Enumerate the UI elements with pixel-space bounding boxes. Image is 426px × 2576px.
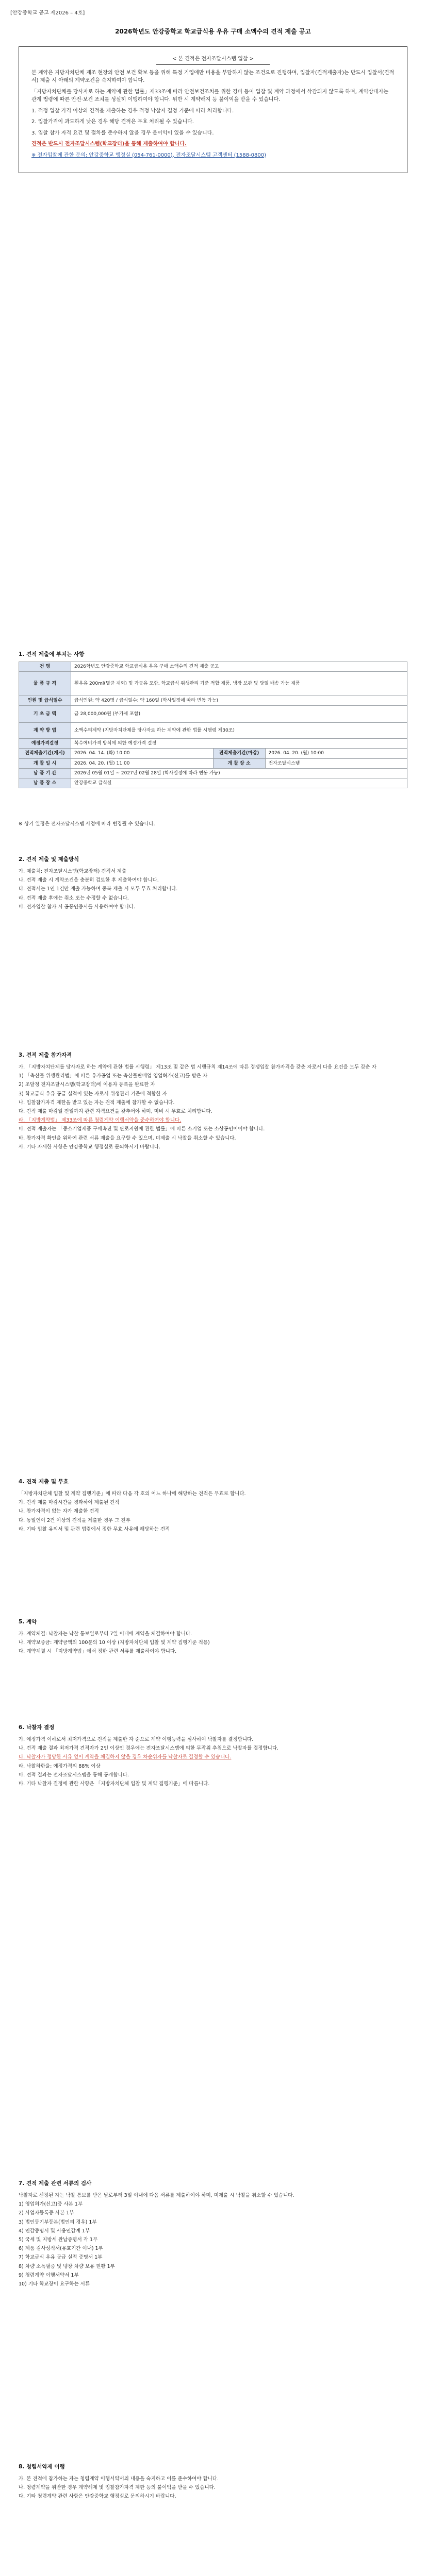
section-2-heading: 2. 견적 제출 및 제출방식	[19, 856, 79, 862]
contract-notice-box	[19, 46, 407, 173]
row-value: 금 28,000,000원 (부가세 포함)	[71, 706, 407, 723]
list-item: 가. 견적 제출 마감시간을 경과하여 제출된 견적	[19, 1500, 120, 1506]
row-label: 인원 및 급식일수	[19, 696, 71, 706]
list-item: 1) 영업허가(신고)증 사본 1부	[19, 2201, 83, 2208]
list-item: 다. 낙찰자가 정당한 사유 없이 계약을 체결하지 않을 경우 차순위자를 낙찰자로 결정할 수 있습니다.	[19, 1754, 232, 1760]
section-6-body	[19, 1735, 407, 1789]
row-value: 급식인원: 약 420명 / 급식일수: 약 160일 (학사일정에 따라 변동 가능)	[71, 696, 407, 706]
list-item: 가. 본 견적에 참가하는 자는 청렴계약 이행서약서의 내용을 숙지하고 이를 준수하여야 합니다.	[19, 2476, 219, 2482]
list-item: 3) 학교급식 우유 공급 실적이 있는 자로서 위생관리 기준에 적합한 자	[19, 1091, 167, 1097]
schedule-value: 2026. 04. 20. (월) 11:00	[71, 758, 214, 768]
list-item: 8) 차량 소독필증 및 냉장 차량 보유 현황 1부	[19, 2263, 115, 2269]
list-item: 다. 계약체결 시 「지방계약법」에서 정한 관련 서류를 제출하여야 합니다.	[19, 1649, 177, 1655]
list-item: 가. 제출처: 전자조달시스템(학교장터) 견적서 제출	[19, 869, 127, 874]
list-item: 3) 법인등기부등본(법인의 경우) 1부	[19, 2219, 97, 2225]
section-2-body	[19, 867, 407, 912]
list-item: 나. 참가자격이 없는 자가 제출한 견적	[19, 1509, 99, 1515]
list-item: 다. 기타 청렴계약 관련 사항은 안강중학교 행정실로 문의하시기 바랍니다.	[19, 2494, 176, 2500]
list-item: 마. 견적 제출자는 「중소기업제품 구매촉진 및 판로지원에 관한 법률」에 따른 소기업 또는 소상공인이어야 합니다.	[19, 1126, 265, 1132]
schedule-label: 견적제출기간(개시)	[19, 749, 71, 758]
list-item: 「지방자치단체 입찰 및 계약 집행기준」에 따라 다음 각 호의 어느 하나에 해당하는 견적은 무효로 합니다.	[19, 1491, 246, 1497]
row-value: 소액수의계약 (지방자치단체를 당사자로 하는 계약에 관한 법률 시행령 제30조)	[71, 723, 407, 739]
list-item: 6) 제품 검사성적서(유효기간 이내) 1부	[19, 2246, 103, 2252]
schedule-label: 견적제출기간(마감)	[213, 749, 265, 758]
list-item: 9) 청렴계약 이행서약서 1부	[19, 2272, 79, 2278]
schedule-value: 2026. 04. 14. (화) 10:00	[71, 749, 214, 758]
table-row	[19, 723, 407, 739]
table-row	[19, 706, 407, 723]
notice-paragraph-1: 본 계약은 지방자치단체 제조 현장의 안전 보건 확보 등을 위해 특정 기업에만 비용을 부담하지 않는 조건으로 진행하며, 입찰자(견적제출자)는 반드시 입찰서(견적서) 제출 시 아래의 계약조건을 숙지하여야 합니다.	[31, 70, 395, 83]
row-label: 납 품 장 소	[19, 778, 71, 788]
section-4-heading: 4. 견적 제출 및 무효	[19, 1479, 69, 1485]
notice-paragraph-3: 1. 적정 입찰 가격 이상의 견적을 제출하는 경우 적정 낙찰자 결정 기준에 따라 처리합니다.	[31, 108, 234, 114]
list-item: 다. 동일인이 2건 이상의 견적을 제출한 경우 그 전부	[19, 1517, 130, 1523]
list-item: 10) 기타 학교장이 요구하는 서류	[19, 2281, 90, 2287]
row-value: 복수예비가격 방식에 의한 예정가격 결정	[71, 739, 407, 749]
table-row	[19, 672, 407, 696]
section-3-heading: 3. 견적 제출 참가자격	[19, 1052, 72, 1058]
table-row	[19, 778, 407, 788]
row-label: 물 품 규 격	[19, 672, 71, 696]
list-item: 4) 인감증명서 및 사용인감계 1부	[19, 2228, 90, 2234]
list-item: 가. 「지방자치단체를 당사자로 하는 계약에 관한 법률 시행령」 제13조 및 같은 법 시행규칙 제14조에 따른 경쟁입찰 참가자격을 갖춘 자로서 다음 요건을 모두 갖춘 자	[19, 1064, 376, 1070]
section-1-heading: 1. 견적 제출에 부치는 사항	[19, 651, 85, 657]
schedule-label: 개 찰 장 소	[213, 758, 265, 768]
list-item: 라. 견적 제출 후에는 취소 또는 수정할 수 없습니다.	[19, 895, 129, 901]
list-item: 2) 조달청 전자조달시스템(학교장터)에 이용자 등록을 완료한 자	[19, 1082, 155, 1088]
list-item: 바. 참가자격 확인을 위하여 관련 서류 제출을 요구할 수 있으며, 미제출 시 낙찰을 취소할 수 있습니다.	[19, 1135, 236, 1141]
row-value: 흰우유 200ml(멸균 제외) 및 가공유 포함, 학교급식 위생관리 기준 적합 제품, 냉장 보관 및 당일 배송 가능 제품	[71, 672, 407, 696]
schedule-label: 개 찰 일 시	[19, 758, 71, 768]
list-item: 다. 견적서는 1인 1건만 제출 가능하며 중복 제출 시 모두 무효 처리합니다.	[19, 886, 178, 892]
table-row	[19, 749, 407, 758]
section-3-body	[19, 1062, 407, 1152]
row-label: 납 품 기 간	[19, 768, 71, 778]
row-value: 2026학년도 안강중학교 학교급식용 우유 구매 소액수의 견적 제출 공고	[71, 662, 407, 672]
list-item: 가. 계약체결: 낙찰자는 낙찰 통보일로부터 7일 이내에 계약을 체결하여야 합니다.	[19, 1631, 192, 1637]
section-4-body	[19, 1489, 407, 1534]
table-row	[19, 758, 407, 768]
row-label: 예정가격결정	[19, 739, 71, 749]
list-item: 2) 사업자등록증 사본 1부	[19, 2210, 74, 2216]
schedule-value: 2026. 04. 20. (월) 10:00	[265, 749, 407, 758]
section-8-body	[19, 2474, 407, 2502]
list-item: 5) 국세 및 지방세 완납증명서 각 1부	[19, 2236, 98, 2243]
note-text: ※ 상기 일정은 전자조달시스템 사정에 따라 변경될 수 있습니다.	[19, 821, 155, 827]
row-value: 안강중학교 급식실	[71, 778, 407, 788]
list-item: 마. 전자입찰 참가 시 공동인증서를 사용하여야 합니다.	[19, 904, 136, 910]
list-item: 라. 기타 입찰 유의서 및 관련 법령에서 정한 무효 사유에 해당하는 견적	[19, 1526, 170, 1532]
row-label: 기 초 금 액	[19, 706, 71, 723]
list-item: 바. 기타 낙찰자 결정에 관한 사항은 「지방자치단체 입찰 및 계약 집행기준」에 따릅니다.	[19, 1781, 210, 1787]
list-item: 마. 견적 결과는 전자조달시스템을 통해 공개합니다.	[19, 1772, 129, 1778]
table-row	[19, 768, 407, 778]
notice-paragraph-2: 「지방자치단체를 당사자로 하는 계약에 관한 법률」제33조에 따라 안전보건조치를 위한 경비 등이 입찰 및 계약 과정에서 삭감되지 않도록 하며, 계약상대자는 관계 법령에 따른 안전·보건 조치를 성실히 이행하여야 합니다. 위반 시 계약해지 등 불이익을 받을 수 있습니다.	[31, 89, 389, 103]
table-row	[19, 739, 407, 749]
list-item: 나. 입찰참가자격 제한을 받고 있는 자는 견적 제출에 참가할 수 없습니다.	[19, 1099, 175, 1106]
section-7-heading: 7. 견적 제출 관련 서류의 검사	[19, 2180, 92, 2187]
section-5-heading: 5. 계약	[19, 1619, 37, 1625]
list-item: 라. 「지방계약법」 제33조에 따른 청렴계약 이행서약을 준수하여야 합니다.	[19, 1117, 182, 1124]
page-title: 2026학년도 안강중학교 학교급식용 우유 구매 소액수의 견적 제출 공고	[115, 28, 311, 35]
list-item: 1) 「축산물 위생관리법」에 따른 유가공업 또는 축산물판매업 영업허가(신고)를 받은 자	[19, 1073, 208, 1079]
list-item: 라. 낙찰하한율: 예정가격의 88% 이상	[19, 1763, 101, 1769]
section-8-heading: 8. 청렴서약제 이행	[19, 2464, 65, 2470]
list-item: 나. 청렴계약을 위반한 경우 계약해제 및 입찰참가자격 제한 등의 불이익을 받을 수 있습니다.	[19, 2485, 216, 2491]
schedule-value: 전자조달시스템	[265, 758, 407, 768]
list-item: 가. 예정가격 이하로서 최저가격으로 견적을 제출한 자 순으로 계약 이행능력을 심사하여 낙찰자를 결정합니다.	[19, 1737, 254, 1742]
list-item: 사. 기타 자세한 사항은 안강중학교 행정실로 문의하시기 바랍니다.	[19, 1144, 160, 1150]
list-item: 나. 견적 제출 시 계약조건을 충분히 검토한 후 제출하여야 합니다.	[19, 877, 159, 884]
notice-paragraph-5: 3. 입찰 참가 자격 요건 및 절차를 준수하지 않을 경우 불이익이 있을 수 있습니다.	[31, 130, 214, 136]
row-value: 2026년 05월 01일 ~ 2027년 02월 28일 (학사일정에 따라 변동 가능)	[71, 768, 407, 778]
row-label: 건 명	[19, 662, 71, 672]
list-item: 낙찰자로 선정된 자는 낙찰 통보를 받은 날로부터 3일 이내에 다음 서류를 제출하여야 하며, 미제출 시 낙찰을 취소할 수 있습니다.	[19, 2193, 294, 2198]
contract-info-table	[19, 662, 407, 788]
section-5-body	[19, 1629, 407, 1657]
notice-number: [안강중학교 공고 제2026 – 4호]	[10, 10, 85, 16]
section-6-heading: 6. 낙찰자 결정	[19, 1724, 55, 1731]
list-item: 나. 계약보증금: 계약금액의 100분의 10 이상 (지방자치단체 입찰 및 계약 집행기준 적용)	[19, 1640, 210, 1646]
section-7-body	[19, 2191, 407, 2289]
notice-paragraph-4: 2. 입찰가격이 과도하게 낮은 경우 해당 견적은 무효 처리될 수 있습니다.	[31, 119, 194, 125]
table-row	[19, 662, 407, 672]
notice-contact: ※ 전자입찰에 관한 문의: 안강중학교 행정실 (054-761-0000), 전자조달시스템 고객센터 (1588-0800)	[31, 152, 266, 158]
list-item: 7) 학교급식 우유 공급 실적 증명서 1부	[19, 2255, 103, 2261]
table-row	[19, 696, 407, 706]
list-item: 다. 견적 제출 마감일 전일까지 관련 자격요건을 갖추어야 하며, 미비 시 무효로 처리합니다.	[19, 1108, 212, 1114]
notice-box-title: < 본 견적은 전자조달시스템 입찰 >	[156, 55, 270, 65]
schedule-note	[19, 819, 407, 829]
row-label: 계 약 방 법	[19, 723, 71, 739]
notice-highlight: 견적은 반드시 전자조달시스템(학교장터)을 통해 제출하여야 합니다.	[31, 141, 187, 147]
list-item: 나. 견적 제출 결과 최저가격 견적자가 2인 이상인 경우에는 전자조달시스템에 의한 무작위 추첨으로 낙찰자를 결정합니다.	[19, 1745, 279, 1752]
